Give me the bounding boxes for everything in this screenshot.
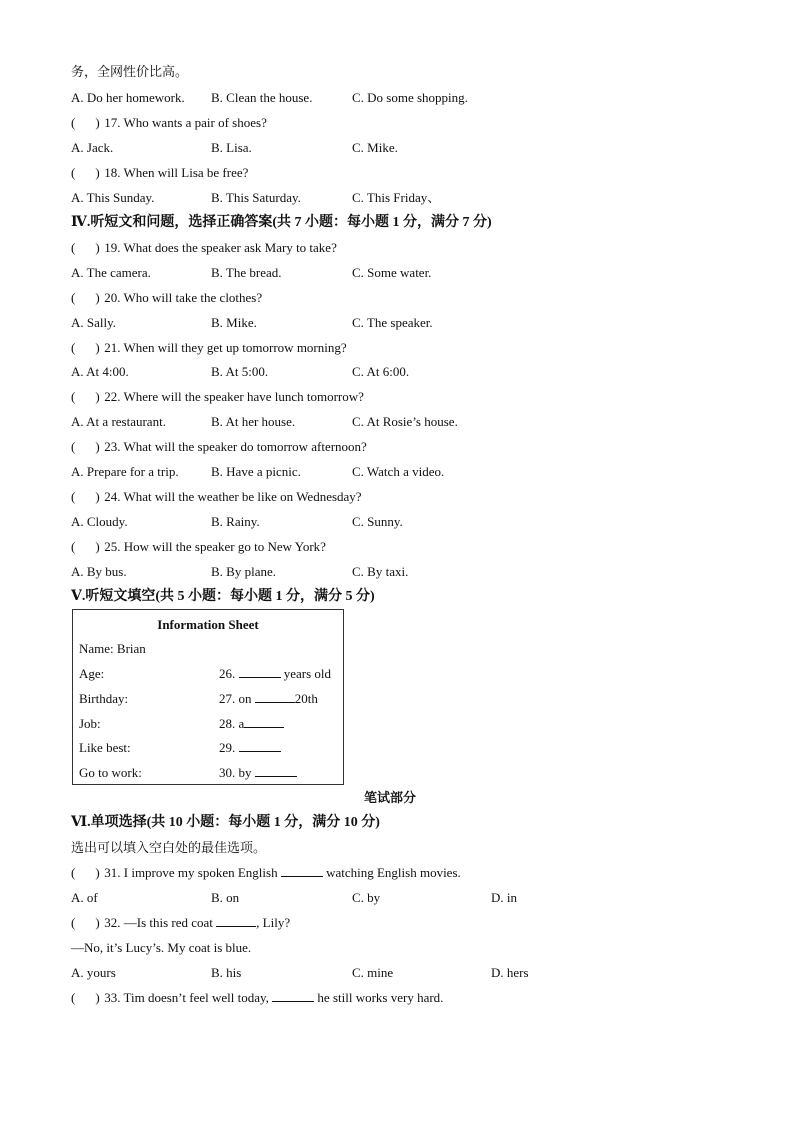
info-value-age: 26. years old bbox=[219, 666, 332, 681]
q17-option-a: A. Jack. bbox=[71, 140, 114, 155]
q32-option-a: A. yours bbox=[71, 965, 116, 980]
question-22: ( ) 22. Where will the speaker have lunch tomorrow? bbox=[71, 389, 364, 404]
question-20-text: 20. Who will take the clothes? bbox=[104, 290, 263, 305]
question-22-text: 22. Where will the speaker have lunch tomorrow? bbox=[104, 389, 364, 404]
blank-26[interactable] bbox=[239, 665, 281, 678]
question-21: ( ) 21. When will they get up tomorrow morning? bbox=[71, 340, 347, 355]
q25-option-b: B. By plane. bbox=[211, 564, 276, 579]
question-21-text: 21. When will they get up tomorrow morning? bbox=[104, 340, 347, 355]
info-value-like-best: 29. bbox=[219, 739, 281, 757]
question-32-reply: —No, it’s Lucy’s. My coat is blue. bbox=[71, 940, 252, 955]
question-23-text: 23. What will the speaker do tomorrow afternoon? bbox=[104, 439, 367, 454]
question-19-text: 19. What does the speaker ask Mary to take? bbox=[104, 240, 337, 255]
question-24: ( ) 24. What will the weather be like on Wednesday? bbox=[71, 489, 362, 504]
q22-option-b: B. At her house. bbox=[211, 414, 296, 429]
question-25: ( ) 25. How will the speaker go to New York? bbox=[71, 539, 326, 554]
question-25-text: 25. How will the speaker go to New York? bbox=[104, 539, 326, 554]
q19-option-a: A. The camera. bbox=[71, 265, 151, 280]
q18-option-a: A. This Sunday. bbox=[71, 190, 155, 205]
q23-option-a: A. Prepare for a trip. bbox=[71, 464, 179, 479]
info-label-birthday: Birthday: bbox=[79, 691, 129, 706]
q18-option-c: C. This Friday、 bbox=[352, 190, 441, 205]
info-label-go-to-work: Go to work: bbox=[79, 765, 142, 780]
question-33-pre: 33. Tim doesn’t feel well today, bbox=[104, 990, 269, 1005]
blank-31[interactable] bbox=[281, 864, 323, 877]
section-4-heading: Ⅳ.听短文和问题，选择正确答案(共 7 小题：每小题 1 分，满分 7 分) bbox=[71, 215, 492, 230]
question-17-text: 17. Who wants a pair of shoes? bbox=[104, 115, 267, 130]
q16-option-c: C. Do some shopping. bbox=[352, 90, 468, 105]
question-23: ( ) 23. What will the speaker do tomorrow afternoon? bbox=[71, 439, 367, 454]
q32-option-b: B. his bbox=[211, 965, 242, 980]
section-6-heading: Ⅵ.单项选择(共 10 小题：每小题 1 分，满分 10 分) bbox=[71, 815, 380, 830]
q22-option-c: C. At Rosie’s house. bbox=[352, 414, 458, 429]
q32-option-c: C. mine bbox=[352, 965, 394, 980]
q22-option-a: A. At a restaurant. bbox=[71, 414, 166, 429]
q19-option-c: C. Some water. bbox=[352, 265, 432, 280]
information-sheet-table bbox=[72, 609, 344, 785]
blank-30[interactable] bbox=[255, 764, 297, 777]
blank-32[interactable] bbox=[216, 914, 256, 927]
q25-option-a: A. By bus. bbox=[71, 564, 127, 579]
info-label-age: Age: bbox=[79, 666, 105, 681]
blank-28[interactable] bbox=[244, 715, 284, 728]
information-sheet-title: Information Sheet bbox=[157, 617, 259, 632]
question-19: ( ) 19. What does the speaker ask Mary to take? bbox=[71, 240, 337, 255]
q31-option-c: C. by bbox=[352, 890, 381, 905]
q31-option-a: A. of bbox=[71, 890, 98, 905]
q17-option-c: C. Mike. bbox=[352, 140, 398, 155]
section-5-heading: Ⅴ.听短文填空(共 5 小题：每小题 1 分，满分 5 分) bbox=[71, 589, 375, 604]
q31-option-d: D. in bbox=[491, 890, 517, 905]
info-label-job: Job: bbox=[79, 716, 101, 731]
info-value-go-to-work: 30. by bbox=[219, 764, 297, 782]
q23-option-b: B. Have a picnic. bbox=[211, 464, 301, 479]
q21-option-c: C. At 6:00. bbox=[352, 364, 410, 379]
q21-option-a: A. At 4:00. bbox=[71, 364, 129, 379]
q24-option-b: B. Rainy. bbox=[211, 514, 260, 529]
question-33-post: he still works very hard. bbox=[317, 990, 444, 1005]
q17-option-b: B. Lisa. bbox=[211, 140, 252, 155]
q18-option-b: B. This Saturday. bbox=[211, 190, 301, 205]
question-33: ( ) 33. Tim doesn’t feel well today, he still works very hard. bbox=[71, 990, 444, 1005]
info-name: Name: Brian bbox=[79, 641, 146, 656]
q24-option-c: C. Sunny. bbox=[352, 514, 403, 529]
q31-option-b: B. on bbox=[211, 890, 240, 905]
info-value-birthday: 27. on 20th bbox=[219, 691, 318, 706]
info-label-like-best: Like best: bbox=[79, 740, 131, 755]
q23-option-c: C. Watch a video. bbox=[352, 464, 445, 479]
question-18: ( ) 18. When will Lisa be free? bbox=[71, 165, 249, 180]
intro-fragment: 务，全网性价比高。 bbox=[71, 64, 189, 79]
q20-option-c: C. The speaker. bbox=[352, 315, 433, 330]
q21-option-b: B. At 5:00. bbox=[211, 364, 269, 379]
question-32: ( ) 32. —Is this red coat , Lily? bbox=[71, 915, 291, 930]
q19-option-b: B. The bread. bbox=[211, 265, 282, 280]
blank-33[interactable] bbox=[272, 989, 314, 1002]
blank-29[interactable] bbox=[239, 739, 281, 752]
info-value-job: 28. a bbox=[219, 715, 284, 733]
q16-option-a: A. Do her homework. bbox=[71, 90, 185, 105]
question-32-post: , Lily? bbox=[256, 915, 291, 930]
question-31: ( ) 31. I improve my spoken English watching English movies. bbox=[71, 865, 461, 880]
question-20: ( ) 20. Who will take the clothes? bbox=[71, 290, 263, 305]
written-part-heading: 笔试部分 bbox=[364, 790, 417, 805]
q16-option-b: B. Clean the house. bbox=[211, 90, 313, 105]
question-32-pre: 32. —Is this red coat bbox=[104, 915, 213, 930]
question-31-post: watching English movies. bbox=[326, 865, 461, 880]
question-18-text: 18. When will Lisa be free? bbox=[104, 165, 249, 180]
section-6-instruction: 选出可以填入空白处的最佳选项。 bbox=[71, 840, 267, 855]
question-17: ( ) 17. Who wants a pair of shoes? bbox=[71, 115, 267, 130]
q20-option-a: A. Sally. bbox=[71, 315, 117, 330]
question-31-pre: 31. I improve my spoken English bbox=[104, 865, 278, 880]
q32-option-d: D. hers bbox=[491, 965, 529, 980]
q25-option-c: C. By taxi. bbox=[352, 564, 409, 579]
q20-option-b: B. Mike. bbox=[211, 315, 257, 330]
blank-27[interactable] bbox=[255, 690, 295, 703]
q24-option-a: A. Cloudy. bbox=[71, 514, 128, 529]
question-24-text: 24. What will the weather be like on Wednesday? bbox=[104, 489, 362, 504]
